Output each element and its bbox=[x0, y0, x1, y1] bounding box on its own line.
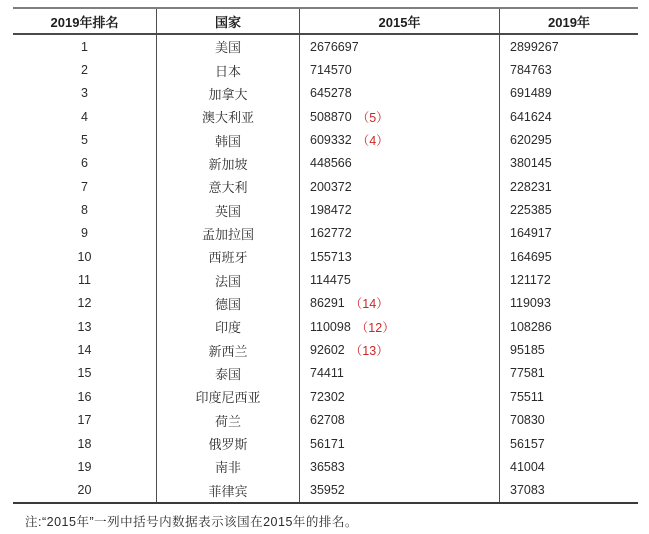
country-ranking-table bbox=[13, 7, 638, 504]
cell-value-2015 bbox=[300, 82, 500, 105]
cell-rank-2019: 16 bbox=[13, 385, 157, 408]
cell-rank-2019: 1 bbox=[13, 35, 157, 58]
cell-value-2019: 121172 bbox=[510, 273, 551, 288]
cell-country: 日本 bbox=[157, 58, 300, 81]
table-header-row bbox=[13, 9, 638, 35]
table-row bbox=[13, 175, 638, 198]
cell-rank-2019: 14 bbox=[13, 338, 157, 361]
cell-value-2015 bbox=[300, 128, 500, 151]
cell-country: 俄罗斯 bbox=[157, 432, 300, 455]
cell-value-2015 bbox=[300, 292, 500, 315]
cell-value-2015 bbox=[300, 385, 500, 408]
cell-value-2019: 56157 bbox=[510, 436, 545, 451]
cell-rank-2019: 10 bbox=[13, 245, 157, 268]
rank-2015-annotation: （13） bbox=[349, 344, 389, 359]
cell-rank-2019: 2 bbox=[13, 58, 157, 81]
value-2015: 2676697 bbox=[310, 39, 359, 54]
cell-rank-2019: 20 bbox=[13, 479, 157, 502]
cell-country: 澳大利亚 bbox=[157, 105, 300, 128]
table-row bbox=[13, 479, 638, 502]
header-2015: 2015年 bbox=[300, 9, 500, 33]
header-country: 国家 bbox=[157, 9, 300, 33]
cell-rank-2019: 11 bbox=[13, 268, 157, 291]
cell-country: 韩国 bbox=[157, 128, 300, 151]
value-2015: 92602 bbox=[310, 343, 345, 358]
table-row bbox=[13, 409, 638, 432]
cell-country: 加拿大 bbox=[157, 82, 300, 105]
value-2015: 114475 bbox=[310, 273, 351, 288]
table-row bbox=[13, 385, 638, 408]
value-2015: 198472 bbox=[310, 203, 352, 218]
cell-value-2015 bbox=[300, 175, 500, 198]
cell-country: 印度 bbox=[157, 315, 300, 338]
cell-value-2019: 75511 bbox=[510, 389, 544, 404]
cell-value-2015 bbox=[300, 58, 500, 81]
rank-2015-annotation: （4） bbox=[356, 134, 389, 149]
rank-2015-annotation: （5） bbox=[356, 110, 389, 125]
cell-country: 西班牙 bbox=[157, 245, 300, 268]
cell-country: 美国 bbox=[157, 35, 300, 58]
value-2015: 56171 bbox=[310, 436, 345, 451]
footnote: 注:“2015年”一列中括号内数据表示该国在2015年的排名。 bbox=[25, 515, 358, 529]
cell-country: 孟加拉国 bbox=[157, 222, 300, 245]
cell-country: 菲律宾 bbox=[157, 479, 300, 502]
cell-value-2019: 108286 bbox=[510, 319, 552, 334]
value-2015: 155713 bbox=[310, 249, 352, 264]
value-2015: 645278 bbox=[310, 86, 352, 101]
cell-rank-2019: 4 bbox=[13, 105, 157, 128]
cell-value-2015 bbox=[300, 222, 500, 245]
cell-rank-2019: 3 bbox=[13, 82, 157, 105]
cell-value-2015 bbox=[300, 105, 500, 128]
cell-value-2019: 228231 bbox=[510, 179, 552, 194]
table-row bbox=[13, 455, 638, 478]
cell-country: 新加坡 bbox=[157, 152, 300, 175]
cell-value-2019: 784763 bbox=[510, 63, 552, 78]
cell-value-2019: 119093 bbox=[510, 296, 551, 311]
table-row bbox=[13, 432, 638, 455]
cell-value-2015 bbox=[300, 432, 500, 455]
value-2015: 74411 bbox=[310, 366, 344, 381]
rank-2015-annotation: （14） bbox=[349, 297, 389, 312]
cell-country: 德国 bbox=[157, 292, 300, 315]
value-2015: 86291 bbox=[310, 296, 345, 311]
rank-2015-annotation: （12） bbox=[355, 320, 395, 335]
cell-country: 泰国 bbox=[157, 362, 300, 385]
cell-country: 新西兰 bbox=[157, 338, 300, 361]
cell-rank-2019: 19 bbox=[13, 455, 157, 478]
value-2015: 35952 bbox=[310, 483, 345, 498]
cell-value-2015 bbox=[300, 315, 500, 338]
cell-rank-2019: 12 bbox=[13, 292, 157, 315]
table-row bbox=[13, 128, 638, 151]
cell-rank-2019: 8 bbox=[13, 198, 157, 221]
cell-value-2015 bbox=[300, 245, 500, 268]
table-row bbox=[13, 152, 638, 175]
cell-rank-2019: 5 bbox=[13, 128, 157, 151]
cell-country: 法国 bbox=[157, 268, 300, 291]
table-row bbox=[13, 82, 638, 105]
cell-value-2015 bbox=[300, 362, 500, 385]
header-2019: 2019年 bbox=[548, 14, 590, 30]
cell-rank-2019: 9 bbox=[13, 222, 157, 245]
value-2015: 200372 bbox=[310, 179, 352, 194]
value-2015: 72302 bbox=[310, 389, 345, 404]
cell-country: 印度尼西亚 bbox=[157, 385, 300, 408]
cell-country: 意大利 bbox=[157, 175, 300, 198]
value-2015: 110098 bbox=[310, 319, 351, 334]
cell-value-2019: 41004 bbox=[510, 459, 545, 474]
cell-value-2019: 620295 bbox=[510, 133, 552, 148]
table-body bbox=[13, 35, 638, 502]
cell-value-2015 bbox=[300, 455, 500, 478]
cell-value-2019: 70830 bbox=[510, 413, 545, 428]
cell-country: 南非 bbox=[157, 455, 300, 478]
value-2015: 62708 bbox=[310, 413, 345, 428]
cell-value-2019: 2899267 bbox=[510, 39, 559, 54]
cell-value-2019: 37083 bbox=[510, 483, 545, 498]
cell-value-2015 bbox=[300, 409, 500, 432]
cell-rank-2019: 17 bbox=[13, 409, 157, 432]
table-row bbox=[13, 198, 638, 221]
cell-value-2015 bbox=[300, 152, 500, 175]
cell-rank-2019: 13 bbox=[13, 315, 157, 338]
cell-rank-2019: 15 bbox=[13, 362, 157, 385]
table-row bbox=[13, 58, 638, 81]
cell-rank-2019: 6 bbox=[13, 152, 157, 175]
table-row bbox=[13, 35, 638, 58]
table-row bbox=[13, 105, 638, 128]
cell-value-2019: 95185 bbox=[510, 343, 545, 358]
cell-value-2019: 164917 bbox=[510, 226, 552, 241]
cell-value-2019: 380145 bbox=[510, 156, 552, 171]
table-row bbox=[13, 268, 638, 291]
cell-value-2015 bbox=[300, 338, 500, 361]
cell-value-2015 bbox=[300, 268, 500, 291]
table-row bbox=[13, 338, 638, 361]
cell-country: 荷兰 bbox=[157, 409, 300, 432]
cell-value-2019: 164695 bbox=[510, 249, 552, 264]
value-2015: 508870 bbox=[310, 109, 352, 124]
table-row bbox=[13, 315, 638, 338]
cell-value-2015 bbox=[300, 479, 500, 502]
cell-country: 英国 bbox=[157, 198, 300, 221]
table-row bbox=[13, 292, 638, 315]
value-2015: 714570 bbox=[310, 63, 352, 78]
cell-value-2019: 641624 bbox=[510, 109, 552, 124]
cell-rank-2019: 18 bbox=[13, 432, 157, 455]
cell-rank-2019: 7 bbox=[13, 175, 157, 198]
table-row bbox=[13, 245, 638, 268]
value-2015: 609332 bbox=[310, 133, 352, 148]
value-2015: 448566 bbox=[310, 156, 352, 171]
table-row bbox=[13, 362, 638, 385]
cell-value-2019: 691489 bbox=[510, 86, 552, 101]
cell-value-2015 bbox=[300, 198, 500, 221]
cell-value-2019: 225385 bbox=[510, 203, 552, 218]
table-row bbox=[13, 222, 638, 245]
value-2015: 36583 bbox=[310, 459, 345, 474]
cell-value-2015 bbox=[300, 35, 500, 58]
header-rank-2019: 2019年排名 bbox=[13, 9, 157, 33]
value-2015: 162772 bbox=[310, 226, 352, 241]
cell-value-2019: 77581 bbox=[510, 366, 545, 381]
